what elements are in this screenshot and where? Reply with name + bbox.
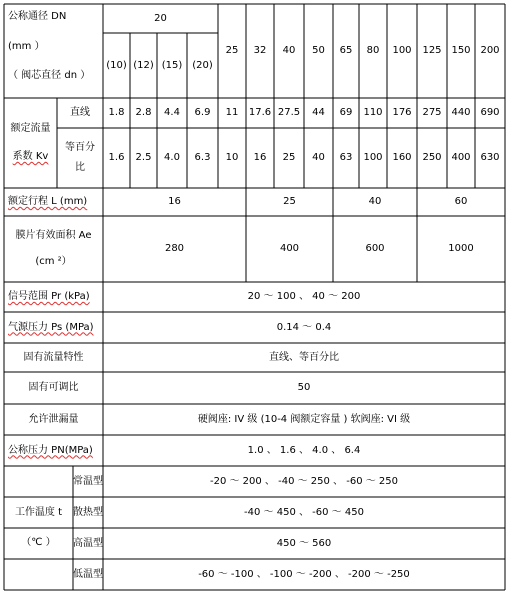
temp-value-3: -60 ～ -100 、 -100 ～ -200 、 -200 ～ -250 xyxy=(198,568,410,580)
dn-value-0: 25 xyxy=(225,45,239,56)
kv-linear-value-3: 6.9 xyxy=(194,107,211,118)
dn-value-3: 50 xyxy=(312,45,325,56)
kv-pct-value-11: 250 xyxy=(422,152,442,163)
kv-pct-label-line-1: 等百分 xyxy=(65,142,95,153)
area-label xyxy=(4,216,103,282)
kv-linear-value-9: 110 xyxy=(363,107,383,118)
temp-value-2: 450 ～ 560 xyxy=(276,537,332,549)
dn20-seat-1: (12) xyxy=(133,59,154,71)
temp-label xyxy=(4,466,73,590)
air-label: 气源压力 Ps (MPa) xyxy=(8,321,94,333)
flow-char-label: 固有流量特性 xyxy=(23,351,84,363)
signal-value: 20 ～ 100 、 40 ～ 200 xyxy=(247,291,361,302)
dn-value-1: 32 xyxy=(253,45,267,56)
temp-type-2: 高温型 xyxy=(73,537,103,549)
kv-linear-value-1: 2.8 xyxy=(135,107,152,118)
stroke-value-1: 25 xyxy=(283,196,296,207)
dn-value-6: 100 xyxy=(392,45,412,56)
kv-linear-value-12: 440 xyxy=(451,107,471,118)
kv-pct-label xyxy=(57,128,103,188)
area-value-2: 600 xyxy=(365,243,385,254)
kv-linear-value-2: 4.4 xyxy=(164,107,180,118)
kv-linear-value-5: 17.6 xyxy=(248,107,272,118)
stroke-value-2: 40 xyxy=(368,196,382,207)
dn-value-4: 65 xyxy=(339,45,353,56)
leak-value: 硬阀座: IV 级 (10-4 阀额定容量 ) 软阀座: VI 级 xyxy=(197,413,411,425)
kv-linear-value-8: 69 xyxy=(339,107,353,118)
temp-type-1: 散热型 xyxy=(73,506,103,518)
kv-linear-value-11: 275 xyxy=(422,107,442,118)
air-value: 0.14 ～ 0.4 xyxy=(276,321,332,333)
temp-label-line-1: 工作温度 t xyxy=(14,507,63,518)
area-value-3: 1000 xyxy=(448,243,474,254)
pn-label: 公称压力 PN(MPa) xyxy=(8,444,93,456)
kv-linear-value-6: 27.5 xyxy=(277,107,301,118)
dn20-seat-2: (15) xyxy=(161,59,183,71)
dn-value-7: 125 xyxy=(422,45,442,56)
dn-label: 公称通径 DN xyxy=(8,11,67,22)
area-value-1: 400 xyxy=(279,243,300,254)
kv-pct-value-8: 63 xyxy=(339,152,353,163)
kv-linear-value-4: 11 xyxy=(225,107,239,118)
flow-char-value: 直线、等百分比 xyxy=(269,351,339,363)
kv-pct-value-7: 40 xyxy=(312,152,325,163)
leak-label: 允许泄漏量 xyxy=(28,413,79,425)
kv-linear-value-7: 44 xyxy=(312,107,325,118)
area-label-line-1: 膜片有效面积 Ae xyxy=(15,230,92,241)
kv-pct-value-9: 100 xyxy=(363,152,383,163)
dn-value-5: 80 xyxy=(366,45,380,56)
kv-pct-value-12: 400 xyxy=(451,152,471,163)
kv-linear-label: 直线 xyxy=(70,107,90,118)
dn20-seat-3: (20) xyxy=(192,59,213,71)
stroke-value-0: 16 xyxy=(168,196,181,207)
temp-type-0: 常温型 xyxy=(73,475,103,487)
dn20-value: 20 xyxy=(154,12,167,24)
kv-linear-value-0: 1.8 xyxy=(108,107,125,118)
kv-pct-value-10: 160 xyxy=(392,152,412,163)
area-label-line-2: (cm ²） xyxy=(35,256,72,267)
dn20-seat-0: (10) xyxy=(106,59,127,71)
kv-pct-value-6: 25 xyxy=(282,152,296,163)
signal-label: 信号范围 Pr (kPa) xyxy=(8,291,90,302)
kv-pct-value-13: 630 xyxy=(480,152,500,163)
kv-pct-value-0: 1.6 xyxy=(108,152,125,163)
dn-value-2: 40 xyxy=(282,45,296,56)
area-value-0: 280 xyxy=(164,243,185,254)
kv-pct-value-2: 4.0 xyxy=(164,152,180,163)
pn-value: 1.0 、 1.6 、 4.0 、 6.4 xyxy=(247,444,361,456)
dn-value-8: 150 xyxy=(451,45,471,56)
dn-unit: (mm ） xyxy=(8,41,45,52)
kv-pct-value-1: 2.5 xyxy=(135,152,152,163)
temp-value-1: -40 ～ 450 、 -60 ～ 450 xyxy=(244,506,364,518)
kv-linear-value-10: 176 xyxy=(392,107,412,118)
range-value: 50 xyxy=(297,382,311,393)
temp-label-line-2: （℃ ） xyxy=(21,537,56,548)
kv-pct-label-line-2: 比 xyxy=(75,162,85,173)
kv-label-line-1: 额定流量 xyxy=(10,123,51,134)
kv-pct-value-3: 6.3 xyxy=(194,152,211,163)
stroke-value-3: 60 xyxy=(454,196,468,207)
temp-value-0: -20 ～ 200 、 -40 ～ 250 、 -60 ～ 250 xyxy=(209,475,399,487)
kv-linear-value-13: 690 xyxy=(480,107,500,118)
temp-type-3: 低温型 xyxy=(73,568,103,580)
stroke-label: 额定行程 L (mm) xyxy=(8,196,88,207)
valve-seat-label: （ 阀芯直径 dn ） xyxy=(8,70,91,81)
kv-label-line-2: 系数 Kv xyxy=(12,151,49,162)
dn-value-9: 200 xyxy=(480,45,500,56)
range-label: 固有可调比 xyxy=(28,382,79,393)
kv-label xyxy=(4,98,57,188)
kv-pct-value-5: 16 xyxy=(253,152,267,163)
kv-pct-value-4: 10 xyxy=(225,152,239,163)
